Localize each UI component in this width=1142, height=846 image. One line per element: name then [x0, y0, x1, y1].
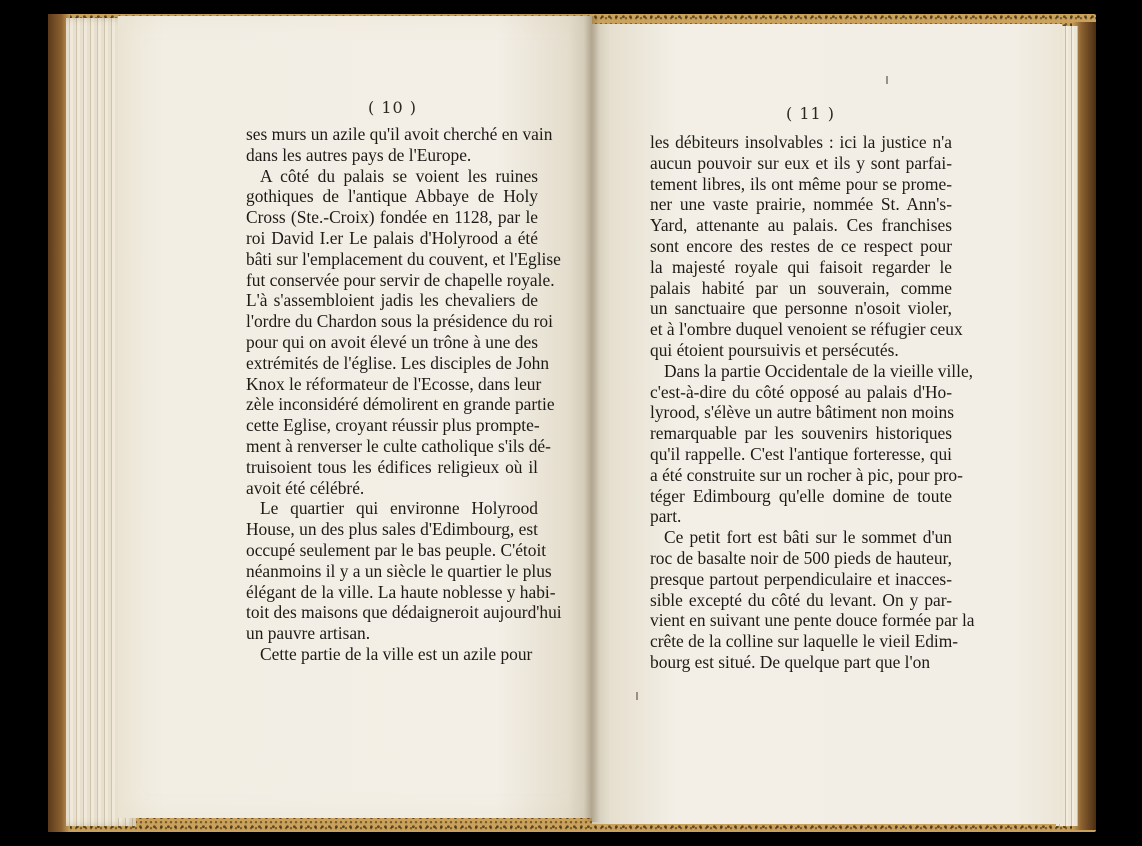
text-line: Cette partie de la ville est un azile pour — [260, 643, 533, 664]
text-line: vient en suivant une pente douce formée par la — [650, 610, 975, 631]
right-page-text — [650, 132, 975, 673]
text-line: téger Edimbourg qu'elle domine de toute — [650, 485, 952, 506]
text-line: qu'il rappelle. C'est l'antique forteresse, qui — [650, 443, 952, 464]
left-page-text — [246, 124, 562, 665]
text-line: remarquable par les souvenirs historiques — [650, 423, 952, 444]
text-line: House, un des plus sales d'Edimbourg, est — [246, 519, 538, 540]
text-line: ment à renverser le culte catholique s'ils dé- — [246, 435, 551, 456]
text-line: les débiteurs insolvables : ici la justice n'a — [650, 132, 952, 152]
text-line: part. — [650, 506, 682, 527]
text-line: tement libres, ils ont même pour se prome- — [650, 173, 952, 194]
text-line: sont encore des restes de ce respect pour — [650, 235, 952, 256]
text-line: c'est-à-dire du côté opposé au palais d'Ho- — [650, 381, 952, 402]
text-line: et à l'ombre duquel venoient se réfugier ceux — [650, 319, 963, 340]
text-line: un sanctuaire que personne n'osoit violer, — [650, 298, 952, 319]
text-line: lyrood, s'élève un autre bâtiment non moins — [650, 402, 955, 423]
text-line: dans les autres pays de l'Europe. — [246, 144, 472, 165]
text-line: Le quartier qui environne Holyrood — [260, 498, 538, 519]
text-line: la majesté royale qui faisoit regarder le — [650, 256, 952, 277]
text-line: néanmoins il y a un siècle le quartier le plus — [246, 560, 552, 581]
text-line: un pauvre artisan. — [246, 623, 371, 644]
text-line: qui étoient poursuivis et persécutés. — [650, 339, 899, 360]
pencil-mark — [886, 76, 888, 84]
text-line: l'ordre du Chardon sous la présidence du roi — [246, 311, 553, 332]
text-line: occupé seulement par le bas peuple. C'étoit — [246, 539, 547, 560]
left-page — [118, 16, 592, 818]
text-line: roi David I.er Le palais d'Holyrood a été — [246, 227, 538, 248]
text-line: roc de basalte noir de 500 pieds de hauteur, — [650, 547, 952, 568]
text-line: Yard, attenante au palais. Ces franchises — [650, 215, 952, 236]
text-line: L'à s'assembloient jadis les chevaliers de — [246, 290, 538, 311]
text-line: a été construite sur un rocher à pic, pour pro- — [650, 464, 963, 485]
left-page-number: ( 10 ) — [368, 98, 418, 117]
text-line: sible excepté du côté du levant. On y par- — [650, 589, 952, 610]
text-line: Knox le réformateur de l'Ecosse, dans leur — [246, 373, 542, 394]
text-line: palais habité par un souverain, comme — [650, 277, 952, 298]
text-line: crête de la colline sur laquelle le vieil Edim- — [650, 631, 959, 652]
text-line: presque partout perpendiculaire et inacces- — [650, 568, 952, 589]
text-line: Dans la partie Occidentale de la vieille ville, — [664, 360, 974, 381]
text-line: zèle inconsidéré démolirent en grande partie — [246, 394, 555, 415]
text-line: aucun pouvoir sur eux et ils y sont parfai- — [650, 152, 952, 173]
text-line: cette Eglise, croyant réussir plus prompte- — [246, 415, 540, 436]
text-line: truisoient tous les édifices religieux où il — [246, 456, 538, 477]
text-line: pour qui on avoit élevé un trône à une des — [246, 331, 538, 352]
text-line: Ce petit fort est bâti sur le sommet d'un — [664, 527, 952, 548]
text-line: toit des maisons que dédaigneroit aujourd'hui — [246, 602, 562, 623]
text-line: gothiques de l'antique Abbaye de Holy — [246, 186, 538, 207]
text-line: bâti sur l'emplacement du couvent, et l'Eglise — [246, 248, 561, 269]
pencil-mark — [636, 692, 638, 700]
text-line: extrémités de l'église. Les disciples de John — [246, 352, 550, 373]
text-line: ses murs un azile qu'il avoit cherché en vain — [246, 124, 553, 144]
text-line: élégant de la ville. La haute noblesse y habi- — [246, 581, 556, 602]
text-line: avoit été célébré. — [246, 477, 365, 498]
right-page — [592, 24, 1062, 824]
text-line: ner une vaste prairie, nommée St. Ann's- — [650, 194, 952, 215]
text-line: bourg est situé. De quelque part que l'on — [650, 651, 931, 672]
text-line: A côté du palais se voient les ruines — [260, 165, 538, 186]
text-line: fut conservée pour servir de chapelle royale. — [246, 269, 555, 290]
book-gutter — [584, 16, 600, 822]
text-line: Cross (Ste.-Croix) fondée en 1128, par le — [246, 207, 538, 228]
right-page-number: ( 11 ) — [786, 104, 836, 123]
